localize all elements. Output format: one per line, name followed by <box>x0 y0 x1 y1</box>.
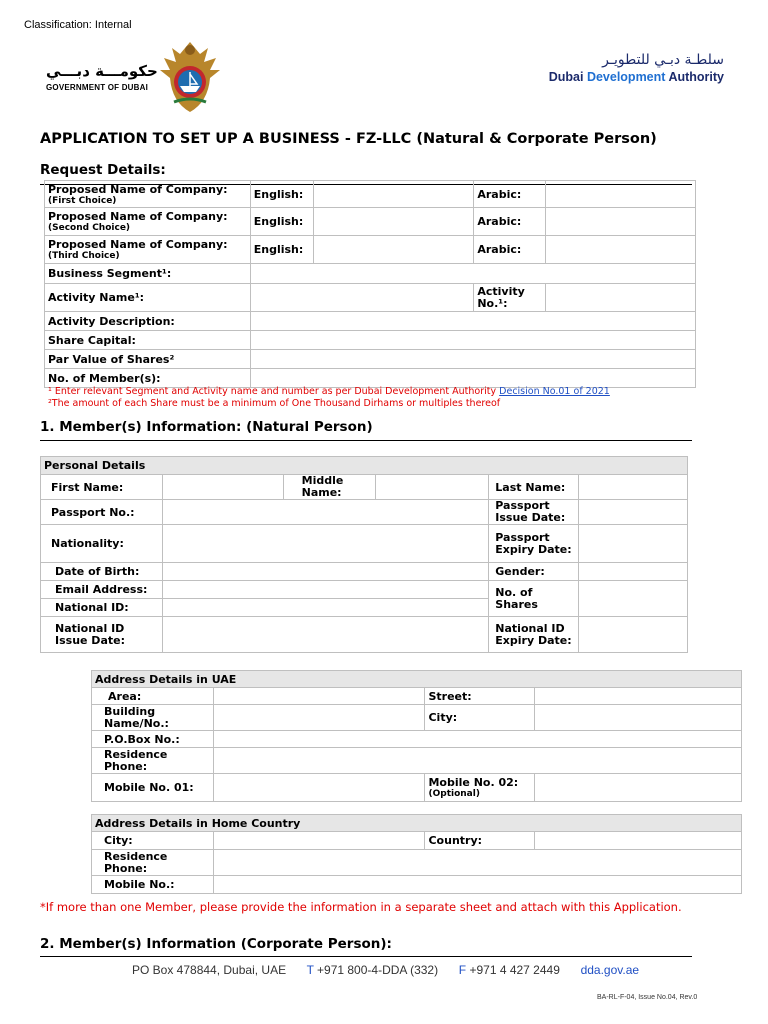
footnote-2: ²The amount of each Share must be a minimum of One Thousand Dirhams or multiples thereof <box>48 398 501 409</box>
name2-sub: (Second Choice) <box>48 223 131 233</box>
mobile2-field[interactable] <box>535 774 742 802</box>
home-city-label: City: <box>92 832 214 850</box>
dda-logo <box>549 52 724 84</box>
uae-address-table <box>91 670 742 802</box>
footer-pobox: PO Box 478844, Dubai, UAE <box>132 963 287 977</box>
personal-details-table <box>40 456 688 653</box>
pobox-label: P.O.Box No.: <box>92 731 214 748</box>
uae-address-header: Address Details in UAE <box>92 671 742 688</box>
multiple-members-note: *If more than one Member, please provide the information in a separate sheet and attach with this Application. <box>40 900 682 914</box>
page-title: APPLICATION TO SET UP A BUSINESS - FZ-LLC (Natural & Corporate Person) <box>40 131 657 147</box>
national-id-field[interactable] <box>162 599 488 617</box>
name1-arabic-field[interactable] <box>546 181 696 208</box>
par-value-label: Par Value of Shares² <box>45 350 251 369</box>
dda-logo-arabic: سلطـة دبـي للتطويـر <box>602 52 724 68</box>
nid-expiry-label: National ID Expiry Date: <box>489 617 579 653</box>
name1-arabic-label: Arabic: <box>474 181 546 208</box>
home-res-phone-field[interactable] <box>213 850 741 876</box>
email-field[interactable] <box>162 581 488 599</box>
middle-name-label: Middle Name: <box>283 475 375 500</box>
mobile1-label: Mobile No. 01: <box>92 774 214 802</box>
passport-expiry-field[interactable] <box>579 525 688 563</box>
name2-english-label: English: <box>250 208 313 236</box>
dubai-emblem-icon <box>150 36 230 116</box>
section1-heading: 1. Member(s) Information: (Natural Person) <box>40 419 373 435</box>
dob-label: Date of Birth: <box>41 563 163 581</box>
share-capital-field[interactable] <box>250 331 695 350</box>
name3-arabic-label: Arabic: <box>474 236 546 264</box>
gender-label: Gender: <box>489 563 579 581</box>
city-label: City: <box>425 705 535 731</box>
segment-label: Business Segment¹: <box>45 264 251 284</box>
name3-arabic-field[interactable] <box>546 236 696 264</box>
mobile1-field[interactable] <box>213 774 425 802</box>
mobile2-text: Mobile No. 02: <box>428 776 519 789</box>
home-mobile-field[interactable] <box>213 876 741 894</box>
gov-logo-arabic: حكومـــة دبـــي <box>46 62 158 80</box>
footer-fax: +971 4 427 2449 <box>466 963 560 977</box>
uae-res-phone-field[interactable] <box>213 748 741 774</box>
dda-logo-word-dubai: Dubai <box>548 70 587 84</box>
name3-english-label: English: <box>250 236 313 264</box>
activity-desc-label: Activity Description: <box>45 312 251 331</box>
home-city-field[interactable] <box>213 832 425 850</box>
first-name-label: First Name: <box>41 475 163 500</box>
footnote-1-text: ¹ Enter relevant Segment and Activity name and number as per Dubai Development Authority <box>48 386 500 397</box>
last-name-label: Last Name: <box>489 475 579 500</box>
decision-link[interactable]: Decision No.01 of 2021 <box>499 386 610 397</box>
segment-field[interactable] <box>250 264 695 284</box>
national-id-label: National ID: <box>41 599 163 617</box>
classification-label: Classification: Internal <box>24 19 132 31</box>
mobile2-label <box>425 774 535 802</box>
home-mobile-label: Mobile No.: <box>92 876 214 894</box>
gov-logo-english: GOVERNMENT OF DUBAI <box>46 83 149 92</box>
name1-english-field[interactable] <box>313 181 474 208</box>
government-of-dubai-logo <box>42 36 252 116</box>
building-label: Building Name/No.: <box>92 705 214 731</box>
name1-text: Proposed Name of Company: <box>48 182 228 196</box>
country-field[interactable] <box>535 832 742 850</box>
document-reference: BA-RL-F-04, Issue No.04, Rev.0 <box>597 994 698 1001</box>
dob-field[interactable] <box>162 563 488 581</box>
name2-label <box>45 208 251 236</box>
activity-name-label: Activity Name¹: <box>45 284 251 312</box>
home-address-header: Address Details in Home Country <box>92 815 742 832</box>
pobox-field[interactable] <box>213 731 741 748</box>
nid-expiry-field[interactable] <box>579 617 688 653</box>
name2-arabic-label: Arabic: <box>474 208 546 236</box>
name3-english-field[interactable] <box>313 236 474 264</box>
footer-phone: +971 800-4-DDA (332) <box>313 963 439 977</box>
email-label: Email Address: <box>41 581 163 599</box>
first-name-field[interactable] <box>162 475 283 500</box>
country-label: Country: <box>425 832 535 850</box>
mobile2-sub: (Optional) <box>428 789 480 799</box>
shares-label: No. of Shares <box>489 581 579 617</box>
footnote-1 <box>48 386 610 397</box>
request-details-heading: Request Details: <box>40 162 166 178</box>
personal-details-header: Personal Details <box>41 457 688 475</box>
activity-no-label: Activity No.¹: <box>474 284 546 312</box>
name2-english-field[interactable] <box>313 208 474 236</box>
passport-expiry-label: Passport Expiry Date: <box>489 525 579 563</box>
street-field[interactable] <box>535 688 742 705</box>
uae-res-phone-label: Residence Phone: <box>92 748 214 774</box>
name1-label <box>45 181 251 208</box>
dda-logo-word-authority: Authority <box>665 70 724 84</box>
dda-logo-english <box>549 70 724 84</box>
members-count-label: No. of Member(s): <box>45 369 251 388</box>
footer-contact <box>132 963 639 977</box>
area-field[interactable] <box>213 688 425 705</box>
members-count-field[interactable] <box>250 369 695 388</box>
passport-issue-field[interactable] <box>579 500 688 525</box>
middle-name-field[interactable] <box>375 475 489 500</box>
gender-field[interactable] <box>579 563 688 581</box>
dda-logo-word-development: Development <box>586 70 666 84</box>
footer-fax-prefix: F <box>458 963 467 977</box>
footer-phone-prefix: T <box>306 963 314 977</box>
name3-sub: (Third Choice) <box>48 251 120 261</box>
city-field[interactable] <box>535 705 742 731</box>
home-address-table <box>91 814 742 894</box>
section2-heading: 2. Member(s) Information (Corporate Person): <box>40 936 392 952</box>
shares-field[interactable] <box>579 581 688 617</box>
activity-name-field[interactable] <box>250 284 474 312</box>
par-value-field[interactable] <box>250 350 695 369</box>
nid-issue-field[interactable] <box>162 617 488 653</box>
passport-no-field[interactable] <box>162 500 488 525</box>
name2-text: Proposed Name of Company: <box>48 210 228 223</box>
footer-website-link[interactable]: dda.gov.ae <box>580 963 640 977</box>
nationality-field[interactable] <box>162 525 488 563</box>
name1-english-label: English: <box>250 181 313 208</box>
request-details-table <box>44 180 696 388</box>
share-capital-label: Share Capital: <box>45 331 251 350</box>
street-label: Street: <box>425 688 535 705</box>
activity-no-field[interactable] <box>546 284 696 312</box>
name2-arabic-field[interactable] <box>546 208 696 236</box>
nid-issue-label: National ID Issue Date: <box>41 617 163 653</box>
nationality-label: Nationality: <box>41 525 163 563</box>
section1-rule <box>40 440 692 441</box>
last-name-field[interactable] <box>579 475 688 500</box>
name3-label <box>45 236 251 264</box>
footer-rule <box>40 956 692 957</box>
activity-desc-field[interactable] <box>250 312 695 331</box>
name1-sub: (First Choice) <box>48 195 117 206</box>
passport-issue-label: Passport Issue Date: <box>489 500 579 525</box>
area-label: Area: <box>92 688 214 705</box>
building-field[interactable] <box>213 705 425 731</box>
name3-text: Proposed Name of Company: <box>48 238 228 251</box>
home-res-phone-label: Residence Phone: <box>92 850 214 876</box>
passport-no-label: Passport No.: <box>41 500 163 525</box>
